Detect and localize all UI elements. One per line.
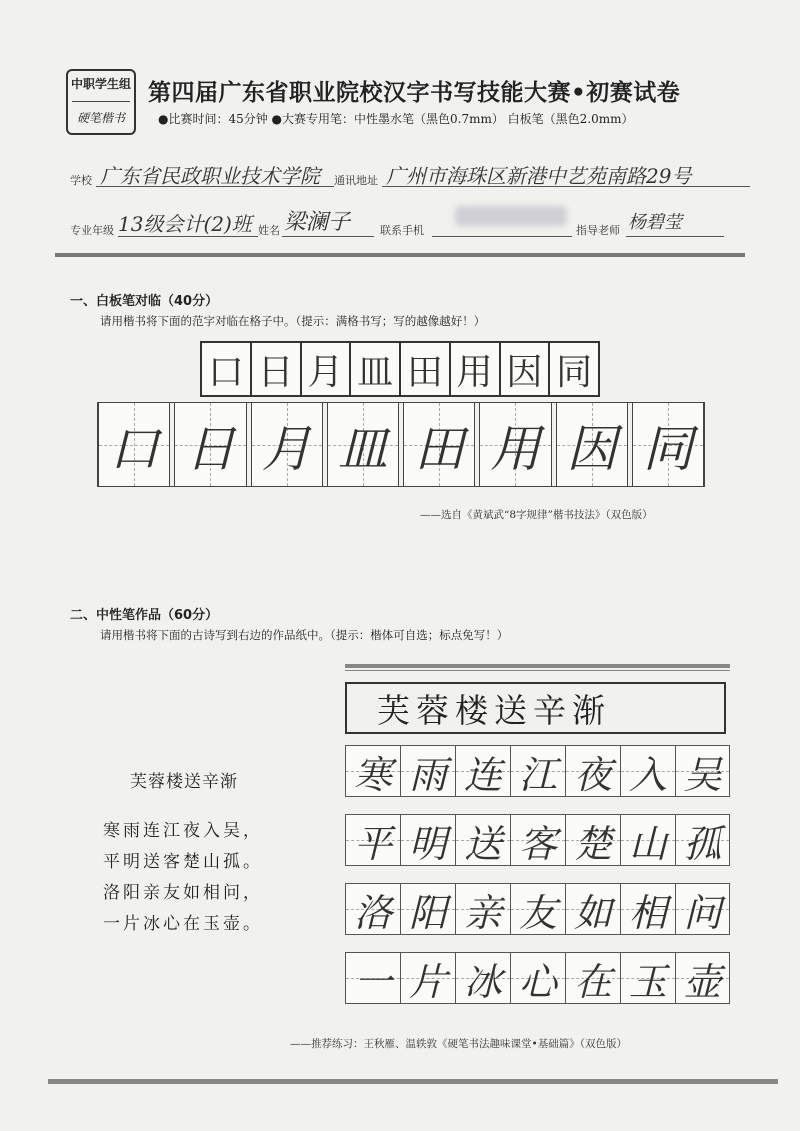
model-char: 月	[302, 343, 352, 395]
model-char: 同	[550, 343, 598, 395]
header-rule	[55, 253, 745, 257]
work-paper-top-rule	[345, 664, 730, 668]
written-char: 片	[408, 959, 447, 1004]
section1-heading: 一、白板笔对临（40分）	[70, 294, 219, 309]
written-char: 山	[628, 821, 667, 866]
work-cell	[455, 745, 510, 797]
written-char: 寒	[353, 752, 392, 797]
work-cell	[565, 745, 620, 797]
work-cell	[620, 952, 675, 1004]
written-char: 一	[353, 959, 392, 1004]
badge-group-label: 中职学生组	[70, 77, 131, 91]
section1-instruction: 请用楷书将下面的范字对临在格子中。（提示：满格书写；写的越像越好！）	[100, 314, 486, 328]
written-char: 送	[463, 821, 502, 866]
work-cell	[455, 814, 510, 866]
model-char: 日	[252, 343, 302, 395]
category-badge	[66, 69, 136, 135]
model-char: 皿	[351, 343, 401, 395]
name-value: 梁澜子	[284, 210, 351, 235]
model-char: 田	[401, 343, 451, 395]
copied-char: 皿	[337, 419, 388, 478]
model-char: 口	[202, 343, 252, 395]
address-label: 通讯地址	[334, 174, 378, 187]
work-cell	[510, 745, 565, 797]
work-cell	[345, 814, 400, 866]
section1-credit: ——选自《黄斌武“8字规律”楷书技法》（双色版）	[420, 509, 653, 521]
written-char: 相	[628, 890, 667, 935]
written-char: 楚	[573, 821, 612, 866]
work-cell	[565, 883, 620, 935]
work-paper-top-rule-thin	[345, 670, 730, 671]
written-char: 友	[518, 890, 557, 935]
copy-cell	[403, 403, 475, 486]
copy-cell	[556, 403, 628, 486]
phone-redacted	[455, 206, 567, 226]
written-char: 连	[463, 752, 502, 797]
written-char: 如	[573, 890, 612, 935]
written-char: 江	[518, 752, 557, 797]
written-char: 壶	[683, 959, 722, 1004]
copy-cell	[98, 403, 170, 486]
work-cell	[510, 814, 565, 866]
copied-char: 月	[261, 419, 312, 478]
work-cell	[400, 952, 455, 1004]
work-cell	[510, 883, 565, 935]
work-cell	[400, 814, 455, 866]
poem-line: 一片冰心在玉壶。	[103, 914, 263, 934]
written-char: 亲	[463, 890, 502, 935]
written-char: 心	[518, 959, 557, 1004]
model-char: 因	[501, 343, 551, 395]
copied-char: 因	[566, 419, 617, 478]
written-char: 阳	[408, 890, 447, 935]
poem-line: 寒雨连江夜入吴，	[103, 821, 263, 841]
address-value: 广州市海珠区新港中艺苑南路29号	[386, 164, 692, 188]
work-cell	[675, 952, 730, 1004]
poem-line: 平明送客楚山孤。	[103, 852, 263, 872]
work-cell	[565, 952, 620, 1004]
teacher-underline	[626, 236, 724, 237]
badge-divider	[72, 101, 130, 102]
work-paper-row	[345, 883, 730, 935]
written-char: 问	[683, 890, 722, 935]
copy-cell	[479, 403, 551, 486]
section2-credit: ——推荐练习：王秋雁、温轶敦《硬笔书法趣味课堂•基础篇》（双色版）	[290, 1038, 627, 1050]
work-paper-row	[345, 952, 730, 1004]
work-cell	[345, 952, 400, 1004]
poem-line: 洛阳亲友如相问，	[103, 883, 263, 903]
written-char: 吴	[683, 752, 722, 797]
written-char: 明	[408, 821, 447, 866]
section2-heading: 二、中性笔作品（60分）	[70, 608, 219, 623]
work-cell	[675, 883, 730, 935]
badge-style-label: 硬笔楷书	[76, 111, 125, 125]
copied-char: 同	[642, 419, 693, 478]
written-char: 入	[628, 752, 667, 797]
copy-grid-row	[97, 402, 705, 487]
page-title: 第四届广东省职业院校汉字书写技能大赛•初赛试卷	[148, 80, 681, 106]
phone-underline	[432, 236, 572, 237]
work-cell	[675, 745, 730, 797]
work-cell	[565, 814, 620, 866]
copied-char: 用	[490, 419, 541, 478]
poem-title: 芙蓉楼送辛渐	[130, 772, 238, 792]
school-label: 学校	[70, 174, 92, 187]
copied-char: 日	[185, 419, 236, 478]
work-paper-row	[345, 814, 730, 866]
written-char: 平	[353, 821, 392, 866]
work-paper-row	[345, 745, 730, 797]
work-cell	[345, 745, 400, 797]
copy-cell	[174, 403, 246, 486]
work-cell	[400, 745, 455, 797]
teacher-value: 杨碧莹	[628, 212, 682, 233]
copy-cell	[327, 403, 399, 486]
written-char: 孤	[683, 821, 722, 866]
written-char: 玉	[628, 959, 667, 1004]
work-cell	[620, 883, 675, 935]
written-char: 夜	[573, 752, 612, 797]
copy-cell	[251, 403, 323, 486]
copied-char: 田	[414, 419, 465, 478]
copy-cell	[632, 403, 704, 486]
name-label: 姓名	[258, 224, 280, 237]
work-cell	[455, 952, 510, 1004]
model-char: 用	[451, 343, 501, 395]
section2-instruction: 请用楷书将下面的古诗写到右边的作品纸中。（提示：楷体可自选；标点免写！）	[100, 628, 509, 642]
work-cell	[620, 814, 675, 866]
teacher-label: 指导老师	[576, 224, 620, 237]
footer-rule	[48, 1079, 778, 1084]
work-cell	[400, 883, 455, 935]
written-char: 在	[573, 959, 612, 1004]
grade-label: 专业年级	[70, 224, 114, 237]
written-char: 雨	[408, 752, 447, 797]
school-value: 广东省民政职业技术学院	[100, 164, 320, 188]
phone-label: 联系手机	[380, 224, 424, 237]
copied-char: 口	[109, 419, 160, 478]
work-cell	[510, 952, 565, 1004]
model-characters-row	[200, 341, 600, 397]
work-cell	[455, 883, 510, 935]
grade-value: 13级会计(2)班	[118, 212, 252, 236]
written-char: 冰	[463, 959, 502, 1004]
work-cell	[675, 814, 730, 866]
exam-info: ●比赛时间：45分钟 ●大赛专用笔：中性墨水笔（黑色0.7mm） 白板笔（黑色2.0mm）	[158, 112, 634, 126]
name-underline	[282, 236, 374, 237]
written-char: 客	[518, 821, 557, 866]
work-cell	[345, 883, 400, 935]
work-cell	[620, 745, 675, 797]
written-title-box: 芙蓉楼送辛渐	[345, 682, 726, 734]
written-char: 洛	[353, 890, 392, 935]
